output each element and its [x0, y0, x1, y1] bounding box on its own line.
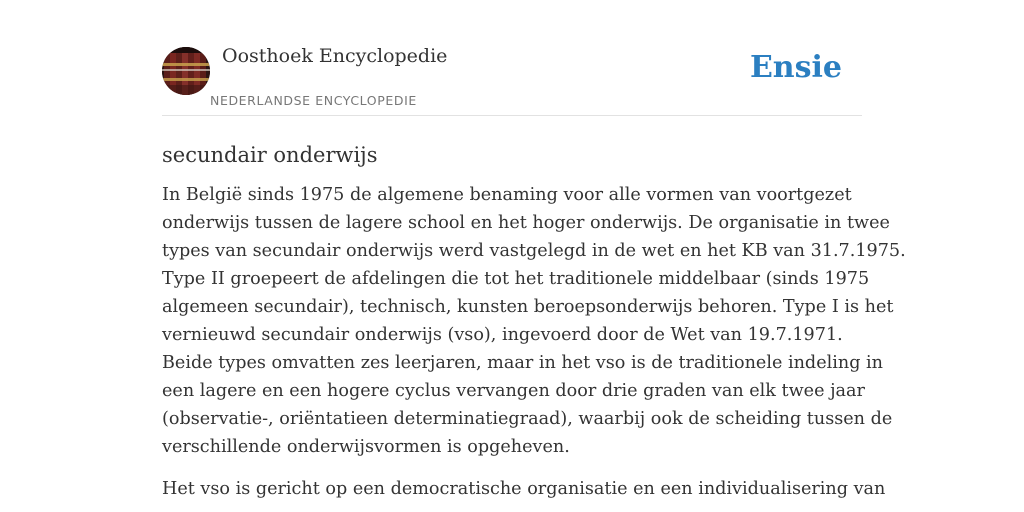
- paragraph-line: (observatie-, oriëntatieen determinatiegraad), waarbij ook de scheiding tussen de: [162, 409, 893, 429]
- article-paragraph: [162, 181, 906, 461]
- paragraph-line: vernieuwd secundair onderwijs (vso), ingevoerd door de Wet van 19.7.1971.: [162, 325, 843, 345]
- encyclopedia-books-icon: [162, 47, 210, 95]
- paragraph-line: types van secundair onderwijs werd vastgelegd in de wet en het KB van 31.7.1975.: [162, 241, 906, 261]
- site-title-link[interactable]: Oosthoek Encyclopedie: [222, 45, 448, 67]
- paragraph-line: Beide types omvatten zes leerjaren, maar in het vso is de traditionele indeling in: [162, 353, 884, 373]
- paragraph-line: Het vso is gericht op een democratische organisatie en een individualisering van: [162, 479, 886, 499]
- brand-logo-link[interactable]: Ensie: [749, 50, 842, 85]
- paragraph-line: onderwijs tussen de lagere school en het hoger onderwijs. De organisatie in twee: [162, 213, 890, 233]
- content-container: [162, 0, 906, 512]
- paragraph-line: Type II groepeert de afdelingen die tot het traditionele middelbaar (sinds 1975: [162, 269, 870, 289]
- paragraph-line: In België sinds 1975 de algemene benaming voor alle vormen van voortgezet: [162, 185, 852, 205]
- avatar[interactable]: [162, 47, 210, 95]
- article-paragraph: [162, 475, 886, 503]
- site-header: [162, 0, 862, 116]
- article-body: [162, 181, 906, 503]
- paragraph-line: verschillende onderwijsvormen is opgeheven.: [162, 437, 570, 457]
- paragraph-line: algemeen secundair), technisch, kunsten beroepsonderwijs behoren. Type I is het: [162, 297, 894, 317]
- article-title: secundair onderwijs: [162, 143, 378, 167]
- paragraph-line: een lagere en een hogere cyclus vervangen door drie graden van elk twee jaar: [162, 381, 865, 401]
- site-subtitle: NEDERLANDSE ENCYCLOPEDIE: [210, 93, 417, 108]
